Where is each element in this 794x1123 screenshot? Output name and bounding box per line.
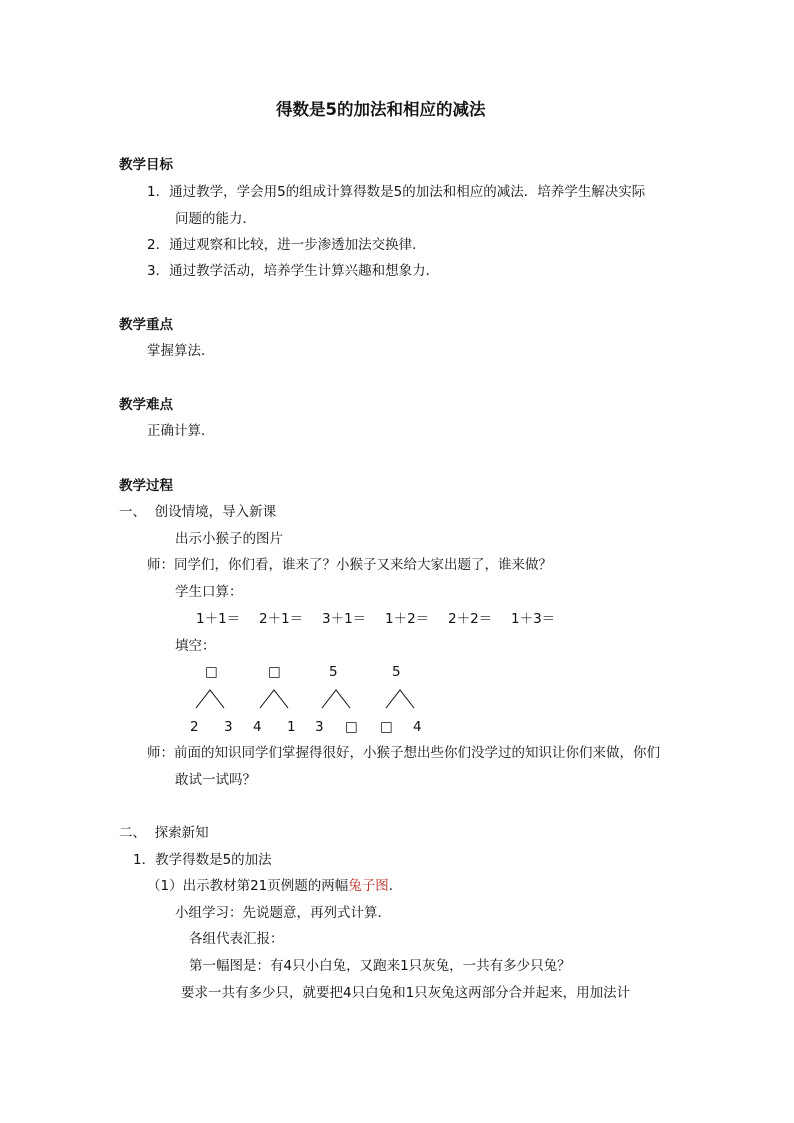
page-title: 得数是5的加法和相应的减法 (276, 100, 486, 119)
group-study-text: 小组学习：先说题意，再列式计算． (175, 905, 391, 921)
tree-2-left: 4 (253, 719, 262, 735)
explanation-text: 要求一共有多少只，就要把4只白兔和1只灰兔这两部分合并起来，用加法计 (181, 985, 631, 1001)
teacher-line-1: 师：同学们，你们看，谁来了？小猴子又来给大家出题了，谁来做？ (147, 557, 552, 573)
objectives-heading: 教学目标 (119, 157, 173, 173)
fill-label: 填空： (175, 638, 216, 654)
section-1-title: 一、 创设情境，导入新课 (119, 504, 277, 520)
tree-3-top: 5 (329, 664, 338, 680)
objective-item-2: 2．通过观察和比较，进一步渗透加法交换律． (147, 237, 426, 253)
key-point-text: 掌握算法． (147, 343, 215, 359)
tree-1-top: □ (205, 664, 218, 680)
tree-1-branch (196, 690, 224, 708)
section-2-sub-1: 1．教学得数是5的加法 (133, 852, 272, 868)
tree-2-right: 1 (287, 719, 296, 735)
difficulty-heading: 教学难点 (119, 397, 173, 413)
tree-3-right: □ (345, 719, 358, 735)
oral-item-5: 2＋2＝ (448, 611, 493, 627)
objective-item-1-line-1: 1．通过教学，学会用5的组成计算得数是5的加法和相应的减法．培养学生解决实际 (147, 184, 646, 200)
tree-4-branch (386, 690, 414, 708)
report-text: 各组代表汇报： (189, 931, 284, 947)
number-bond-branches (190, 688, 440, 710)
tree-4-right: 4 (413, 719, 422, 735)
oral-item-6: 1＋3＝ (511, 611, 556, 627)
objective-item-3: 3．通过教学活动，培养学生计算兴趣和想象力． (147, 263, 440, 279)
step-1-line (147, 877, 402, 895)
tree-1-right: 3 (224, 719, 233, 735)
tree-3-left: 3 (315, 719, 324, 735)
key-point-heading: 教学重点 (119, 317, 173, 333)
oral-item-2: 2＋1＝ (259, 611, 304, 627)
tree-3-branch (322, 690, 350, 708)
tree-1-left: 2 (190, 719, 199, 735)
teacher-line-2a: 师：前面的知识同学们掌握得很好，小猴子想出些你们没学过的知识让你们来做，你们 (147, 745, 660, 761)
oral-item-3: 3＋1＝ (322, 611, 367, 627)
tree-2-top: □ (268, 664, 281, 680)
oral-label: 学生口算： (175, 584, 243, 600)
teacher-line-2b: 敢试一试吗？ (175, 772, 256, 788)
rabbit-picture-link: 兔子图 (348, 878, 389, 894)
process-heading: 教学过程 (119, 478, 173, 494)
tree-4-left: □ (380, 719, 393, 735)
show-picture-text: 出示小猴子的图片 (175, 531, 283, 547)
step-1-suffix: ． (388, 878, 403, 894)
tree-4-top: 5 (392, 664, 401, 680)
difficulty-text: 正确计算． (147, 423, 215, 439)
picture-1-text: 第一幅图是：有4只小白兔，又跑来1只灰兔，一共有多少只兔？ (189, 958, 571, 974)
objective-item-1-line-2: 问题的能力． (175, 211, 256, 227)
step-1-prefix: （1）出示教材第21页例题的两幅 (147, 878, 349, 894)
oral-item-4: 1＋2＝ (385, 611, 430, 627)
section-2-title: 二、 探索新知 (119, 825, 209, 841)
tree-2-branch (260, 690, 288, 708)
oral-item-1: 1＋1＝ (196, 611, 241, 627)
